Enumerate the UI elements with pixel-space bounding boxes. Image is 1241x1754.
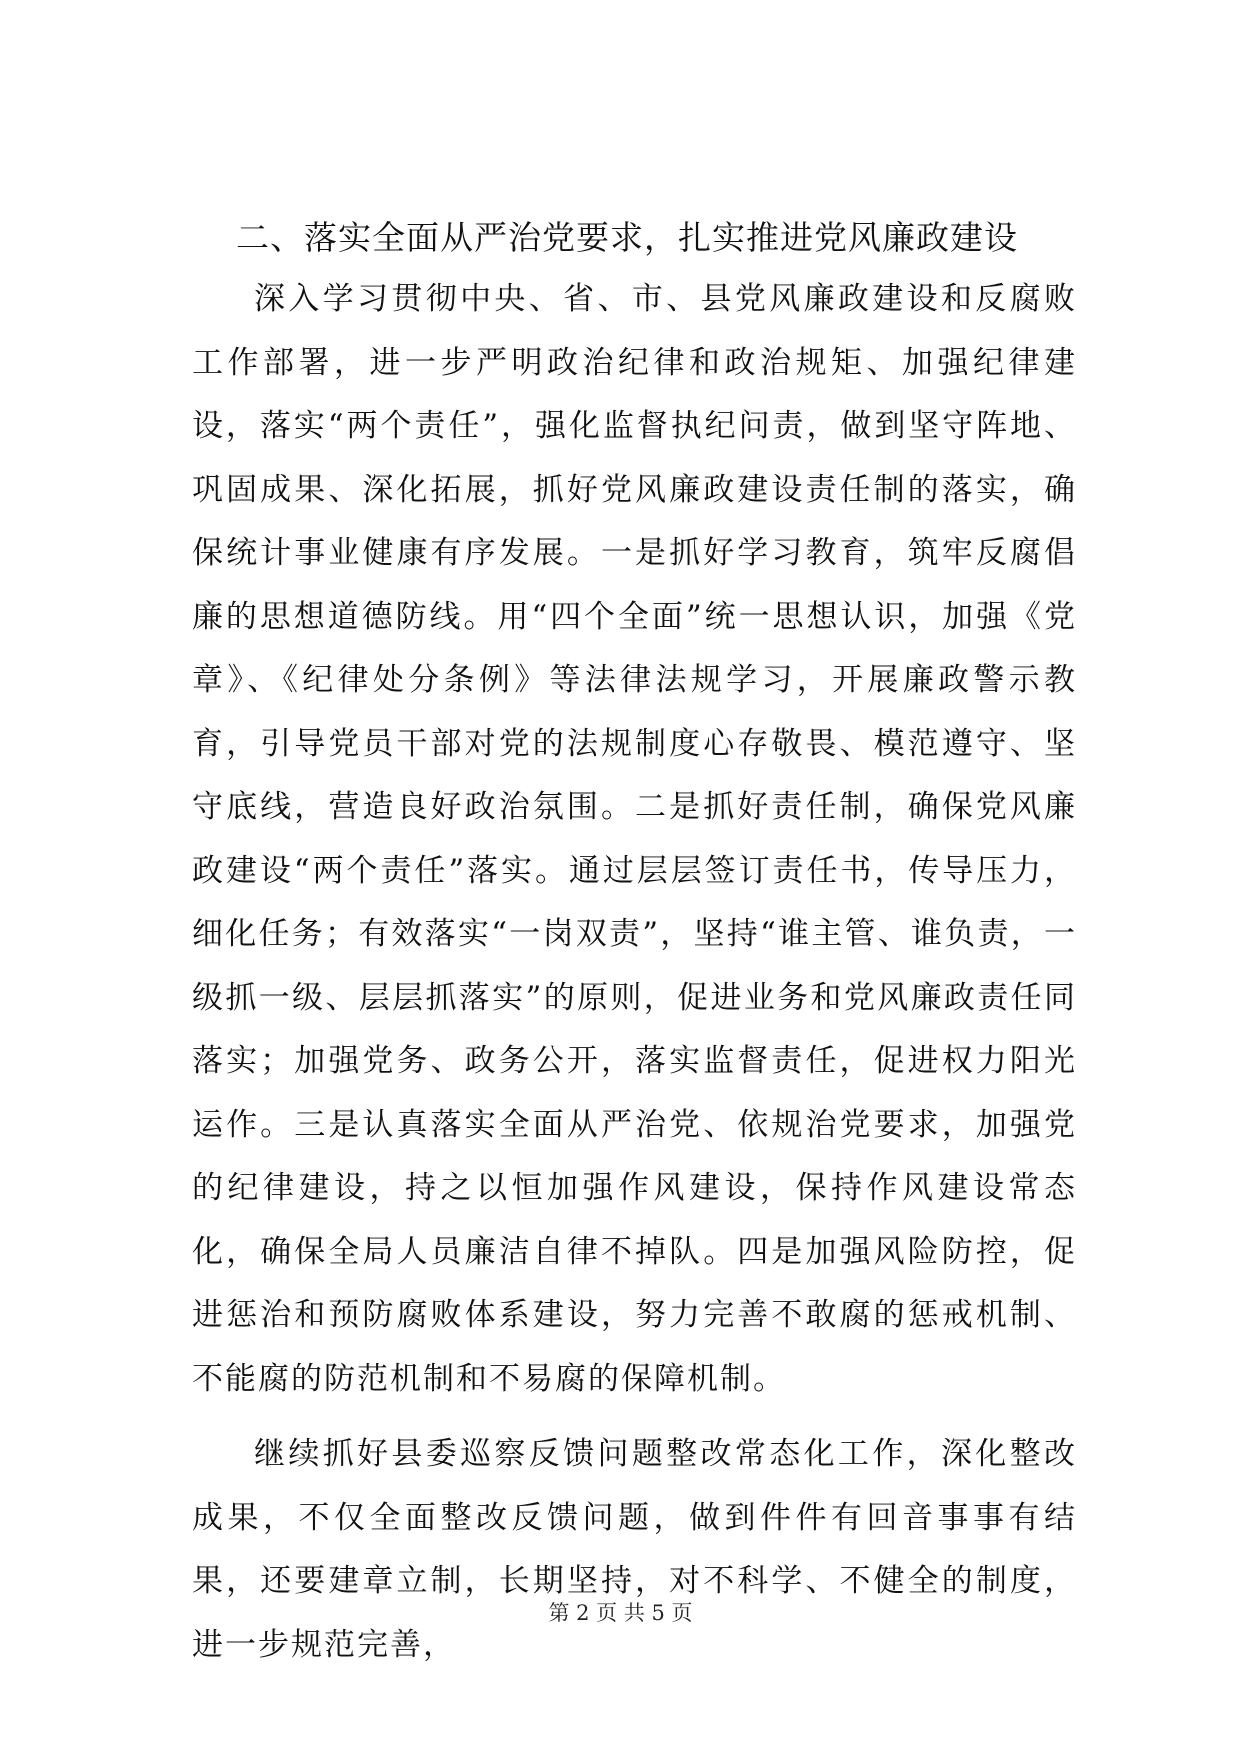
document-body: [192, 208, 1077, 1677]
body-paragraph-2: 继续抓好县委巡察反馈问题整改常态化工作，深化整改成果，不仅全面整改反馈问题，做到件件有回音事事有结果，还要建章立制，长期坚持，对不科学、不健全的制度，进一步规范完善，: [192, 1436, 1077, 1663]
body-paragraph-1: 深入学习贯彻中央、省、市、县党风廉政建设和反腐败工作部署，进一步严明政治纪律和政治规矩、加强纪律建设，落实“两个责任”，强化监督执纪问责，做到坚守阵地、巩固成果、深化拓展，抓好党风廉政建设责任制的落实，确保统计事业健康有序发展。一是抓好学习教育，筑牢反腐倡廉的思想道德防线。用“四个全面”统一思想认识，加强《党章》、《纪律处分条例》等法律法规学习，开展廉政警示教育，引导党员干部对党的法规制度心存敬畏、模范遵守、坚守底线，营造良好政治氛围。二是抓好责任制，确保党风廉政建设“两个责任”落实。通过层层签订责任书，传导压力，细化任务；有效落实“一岗双责”，坚持“谁主管、谁负责，一级抓一级、层层抓落实”的原则，促进业务和党风廉政责任同落实；加强党务、政务公开，落实监督责任，促进权力阳光运作。三是认真落实全面从严治党、依规治党要求，加强党的纪律建设，持之以恒加强作风建设，保持作风建设常态化，确保全局人员廉洁自律不掉队。四是加强风险防控，促进惩治和预防腐败体系建设，努力完善不敢腐的惩戒机制、不能腐的防范机制和不易腐的保障机制。: [192, 281, 1077, 1397]
section-heading: 二、落实全面从严治党要求，扎实推进党风廉政建设: [236, 218, 1018, 257]
page-number-footer: 第 2 页 共 5 页: [548, 1601, 693, 1625]
